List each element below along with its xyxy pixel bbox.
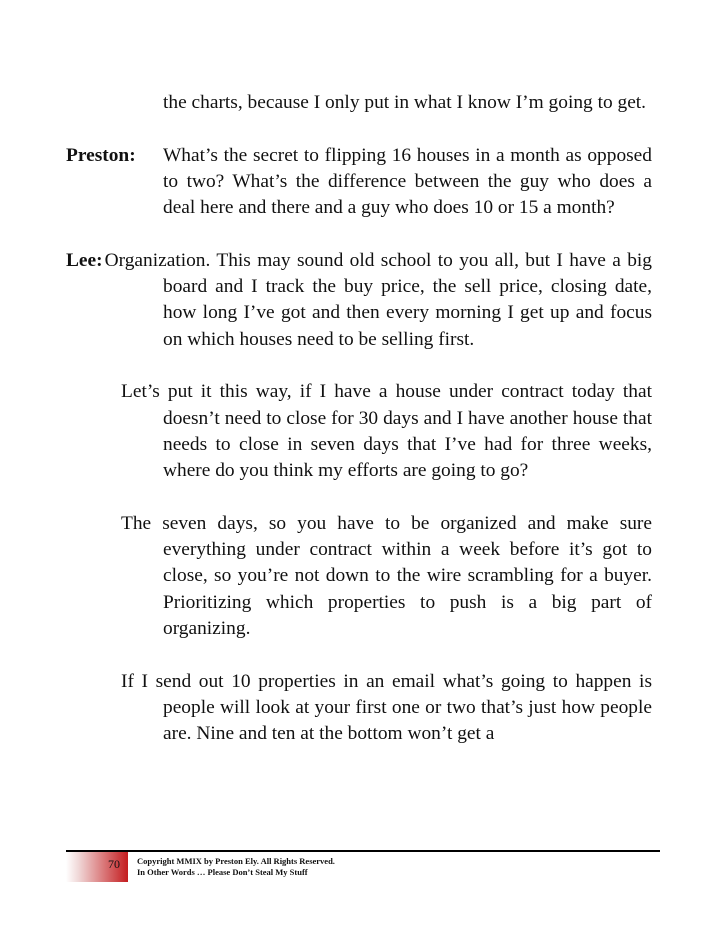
paragraph-text: If I send out 10 properties in an email what’s going to happen is people will look at your first one or two that’s just how people are. Nine and ten at the bottom won’t get a [121,670,652,745]
copyright-notice [137,856,335,878]
copyright-line: Copyright MMIX by Preston Ely. All Rights Reserved. [137,856,335,866]
paragraph-lee-3 [66,511,652,642]
paragraph-text: Organization. This may sound old school to you all, but I have a big board and I track the buy price, the sell price, closing date, how long I’ve got and then every morning I get up and focus on which houses need to be selling first. [104,249,652,350]
paragraph-preston [66,143,652,222]
paragraph-text: Let’s put it this way, if I have a house under contract today that doesn’t need to close for 30 days and I have another house that needs to close in seven days that I’ve had for three weeks, where do you think my efforts are going to go? [121,381,652,482]
paragraph-continuation [66,90,652,116]
paragraph-lee-4 [66,669,652,748]
speaker-name: Lee: [66,249,103,271]
paragraph-text: The seven days, so you have to be organized and make sure everything under contract within a week before it’s got to close, so you’re not down to the wire scrambling for a buyer. Prioritizing which properties to push is a big part of organizing. [121,512,652,639]
page-number: 70 [108,857,120,871]
paragraph-text: What’s the secret to flipping 16 houses in a month as opposed to two? What’s the difference between the guy who does a deal here and there and a guy who does 10 or 15 a month? [163,144,652,219]
paragraph-text: the charts, because I only put in what I know I’m going to get. [163,92,647,113]
copyright-tagline: In Other Words … Please Don’t Steal My Stuff [137,867,308,877]
speaker-name: Preston: [66,144,136,166]
paragraph-lee [66,248,652,353]
footer-divider [66,850,660,852]
paragraph-lee-2 [66,379,652,484]
transcript-body [66,90,652,774]
